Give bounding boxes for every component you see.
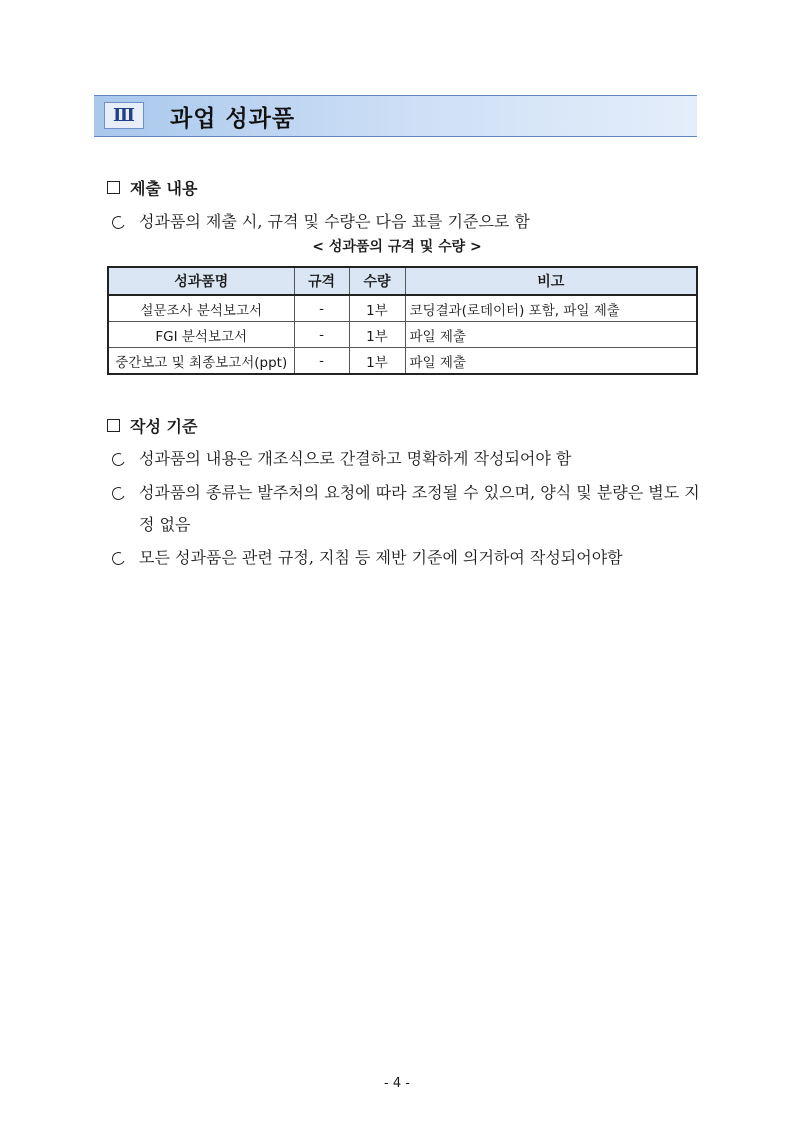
table-cell: 중간보고 및 최종보고서(ppt)	[108, 348, 294, 375]
square-bullet-icon	[107, 419, 120, 432]
section-criteria	[107, 414, 197, 437]
table-cell: -	[294, 322, 349, 348]
circle-bullet-icon	[110, 550, 127, 567]
deliverables-table	[107, 266, 698, 375]
bullet-item	[112, 547, 702, 574]
circle-bullet-icon	[110, 485, 127, 502]
chapter-number-box: Ⅲ	[104, 102, 144, 129]
table-cell: 설문조사 분석보고서	[108, 295, 294, 322]
table-cell: 1부	[349, 348, 405, 375]
column-header: 성과품명	[108, 267, 294, 295]
chapter-heading-bar	[94, 95, 697, 137]
table-cell: 파일 제출	[405, 322, 697, 348]
table-cell: 1부	[349, 322, 405, 348]
table-row	[108, 348, 697, 375]
column-header: 수량	[349, 267, 405, 295]
bullet-item	[112, 211, 702, 238]
table-cell: -	[294, 348, 349, 375]
bullet-text: 성과품의 종류는 발주처의 요청에 따라 조정될 수 있으며, 양식 및 분량은 별도 지정 없음	[139, 483, 700, 534]
circle-bullet-icon	[110, 214, 127, 231]
bullet-text: 성과품의 제출 시, 규격 및 수량은 다음 표를 기준으로 함	[139, 212, 530, 231]
bullet-text: 성과품의 내용은 개조식으로 간결하고 명확하게 작성되어야 함	[139, 449, 572, 468]
column-header: 규격	[294, 267, 349, 295]
table-header-row	[108, 267, 697, 295]
square-bullet-icon	[107, 181, 120, 194]
table-cell: 코딩결과(로데이터) 포함, 파일 제출	[405, 295, 697, 322]
circle-bullet-icon	[110, 451, 127, 468]
chapter-title: 과업 성과품	[170, 106, 296, 132]
table-row	[108, 322, 697, 348]
table-row	[108, 295, 697, 322]
bullet-item	[112, 482, 702, 541]
table-cell: FGI 분석보고서	[108, 322, 294, 348]
bullet-item	[112, 448, 702, 475]
column-header: 비고	[405, 267, 697, 295]
table-caption: < 성과품의 규격 및 수량 >	[312, 239, 482, 255]
table-cell: 1부	[349, 295, 405, 322]
section-title: 작성 기준	[130, 417, 198, 436]
section-submission	[107, 176, 197, 199]
section-title: 제출 내용	[130, 179, 198, 198]
table-cell: -	[294, 295, 349, 322]
bullet-text: 모든 성과품은 관련 규정, 지침 등 제반 기준에 의거하여 작성되어야함	[139, 548, 623, 567]
table-cell: 파일 제출	[405, 348, 697, 375]
page-number: - 4 -	[384, 1076, 410, 1091]
